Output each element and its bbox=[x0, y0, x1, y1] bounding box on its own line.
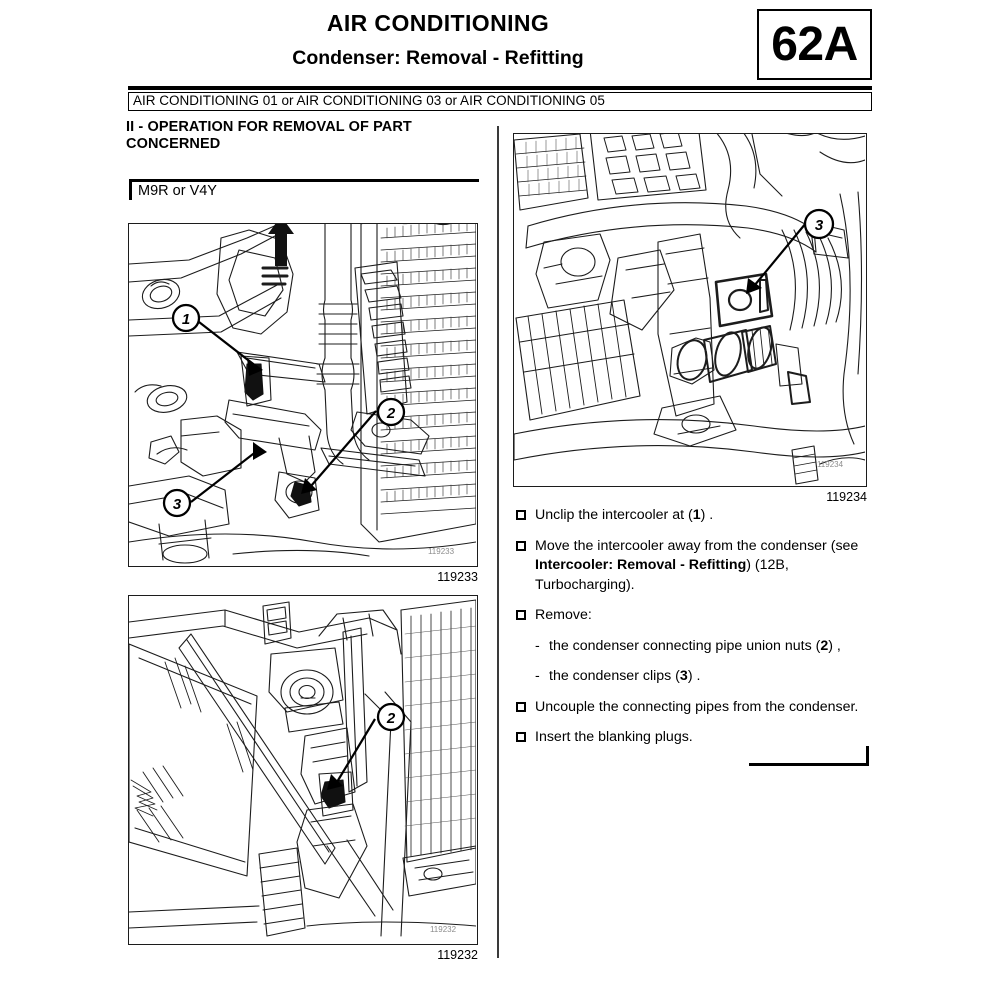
header-divider-rule bbox=[128, 86, 872, 90]
figure-119233-artwork bbox=[129, 224, 476, 565]
column-divider bbox=[497, 126, 499, 958]
instruction-text: the condenser clips ( bbox=[549, 668, 680, 684]
instruction-text: 1 bbox=[692, 507, 701, 523]
instruction-item bbox=[516, 667, 876, 687]
svg-text:3: 3 bbox=[172, 496, 182, 513]
instruction-text: Uncouple the connecting pipes from the condenser. bbox=[535, 698, 859, 715]
callout-3 bbox=[805, 210, 833, 238]
instruction-item bbox=[516, 728, 876, 748]
instruction-text: ) , bbox=[828, 637, 841, 654]
instruction-text: ) (12B, Turbocharging). bbox=[535, 557, 789, 593]
instruction-item bbox=[516, 698, 876, 718]
instruction-item bbox=[516, 506, 876, 526]
page-header bbox=[128, 8, 748, 72]
svg-text:1: 1 bbox=[181, 311, 191, 328]
section-code-badge bbox=[757, 9, 872, 80]
figure-119232-watermark: 119232 bbox=[429, 925, 457, 934]
instruction-text: Move the intercooler away from the condenser (see bbox=[535, 537, 859, 554]
applicability-bar bbox=[128, 92, 872, 111]
figure-119233-watermark: 119233 bbox=[427, 547, 455, 556]
square-bullet-icon bbox=[516, 702, 526, 712]
page-subtitle: Condenser: Removal - Refitting bbox=[292, 47, 584, 69]
callout-3 bbox=[164, 490, 190, 516]
dash-bullet: - bbox=[535, 637, 540, 654]
instruction-text: ) . bbox=[700, 507, 714, 523]
callout-1 bbox=[173, 305, 199, 331]
figure-119232 bbox=[128, 595, 478, 945]
variant-rule-tick bbox=[129, 179, 132, 200]
svg-text:2: 2 bbox=[386, 710, 396, 727]
instruction-text: the condenser connecting pipe union nuts ( bbox=[549, 637, 821, 654]
callout-2 bbox=[378, 399, 404, 425]
instruction-text: 2 bbox=[820, 637, 829, 654]
figure-119234-caption: 119234 bbox=[826, 490, 867, 504]
footer-rule bbox=[749, 763, 869, 766]
dash-bullet: - bbox=[535, 668, 540, 684]
figure-119232-caption: 119232 bbox=[437, 948, 478, 962]
svg-text:3: 3 bbox=[814, 217, 824, 234]
square-bullet-icon bbox=[516, 541, 526, 551]
applicability-text: AIR CONDITIONING 01 or AIR CONDITIONING 03 or AIR CONDITIONING 05 bbox=[133, 93, 605, 108]
footer-rule-tick bbox=[866, 746, 869, 766]
instruction-item bbox=[516, 537, 876, 596]
figure-119234-artwork bbox=[514, 134, 865, 485]
figure-119234 bbox=[513, 133, 867, 487]
figure-119232-artwork bbox=[129, 596, 476, 943]
square-bullet-icon bbox=[516, 732, 526, 742]
section-code-text: 62A bbox=[771, 17, 858, 71]
instruction-text: 3 bbox=[679, 668, 688, 684]
instruction-text: ) . bbox=[687, 668, 701, 684]
instruction-text: Intercooler: Removal - Refitting bbox=[535, 557, 747, 573]
square-bullet-icon bbox=[516, 610, 526, 620]
callout-2 bbox=[378, 704, 404, 730]
operation-heading: II - OPERATION FOR REMOVAL OF PART CONCERNED bbox=[126, 119, 412, 152]
page-title: AIR CONDITIONING bbox=[326, 10, 550, 36]
instruction-text: Unclip the intercooler at ( bbox=[535, 507, 693, 523]
variant-label: M9R or V4Y bbox=[138, 183, 217, 199]
figure-119233 bbox=[128, 223, 478, 567]
instruction-text: Remove: bbox=[535, 607, 592, 623]
svg-text:2: 2 bbox=[386, 405, 396, 422]
figure-119233-caption: 119233 bbox=[437, 570, 478, 584]
instruction-text: Insert the blanking plugs. bbox=[535, 729, 693, 745]
instruction-item bbox=[516, 637, 876, 657]
instruction-item bbox=[516, 606, 876, 626]
instruction-list bbox=[516, 506, 876, 759]
figure-119234-watermark: 119234 bbox=[816, 460, 844, 469]
square-bullet-icon bbox=[516, 510, 526, 520]
